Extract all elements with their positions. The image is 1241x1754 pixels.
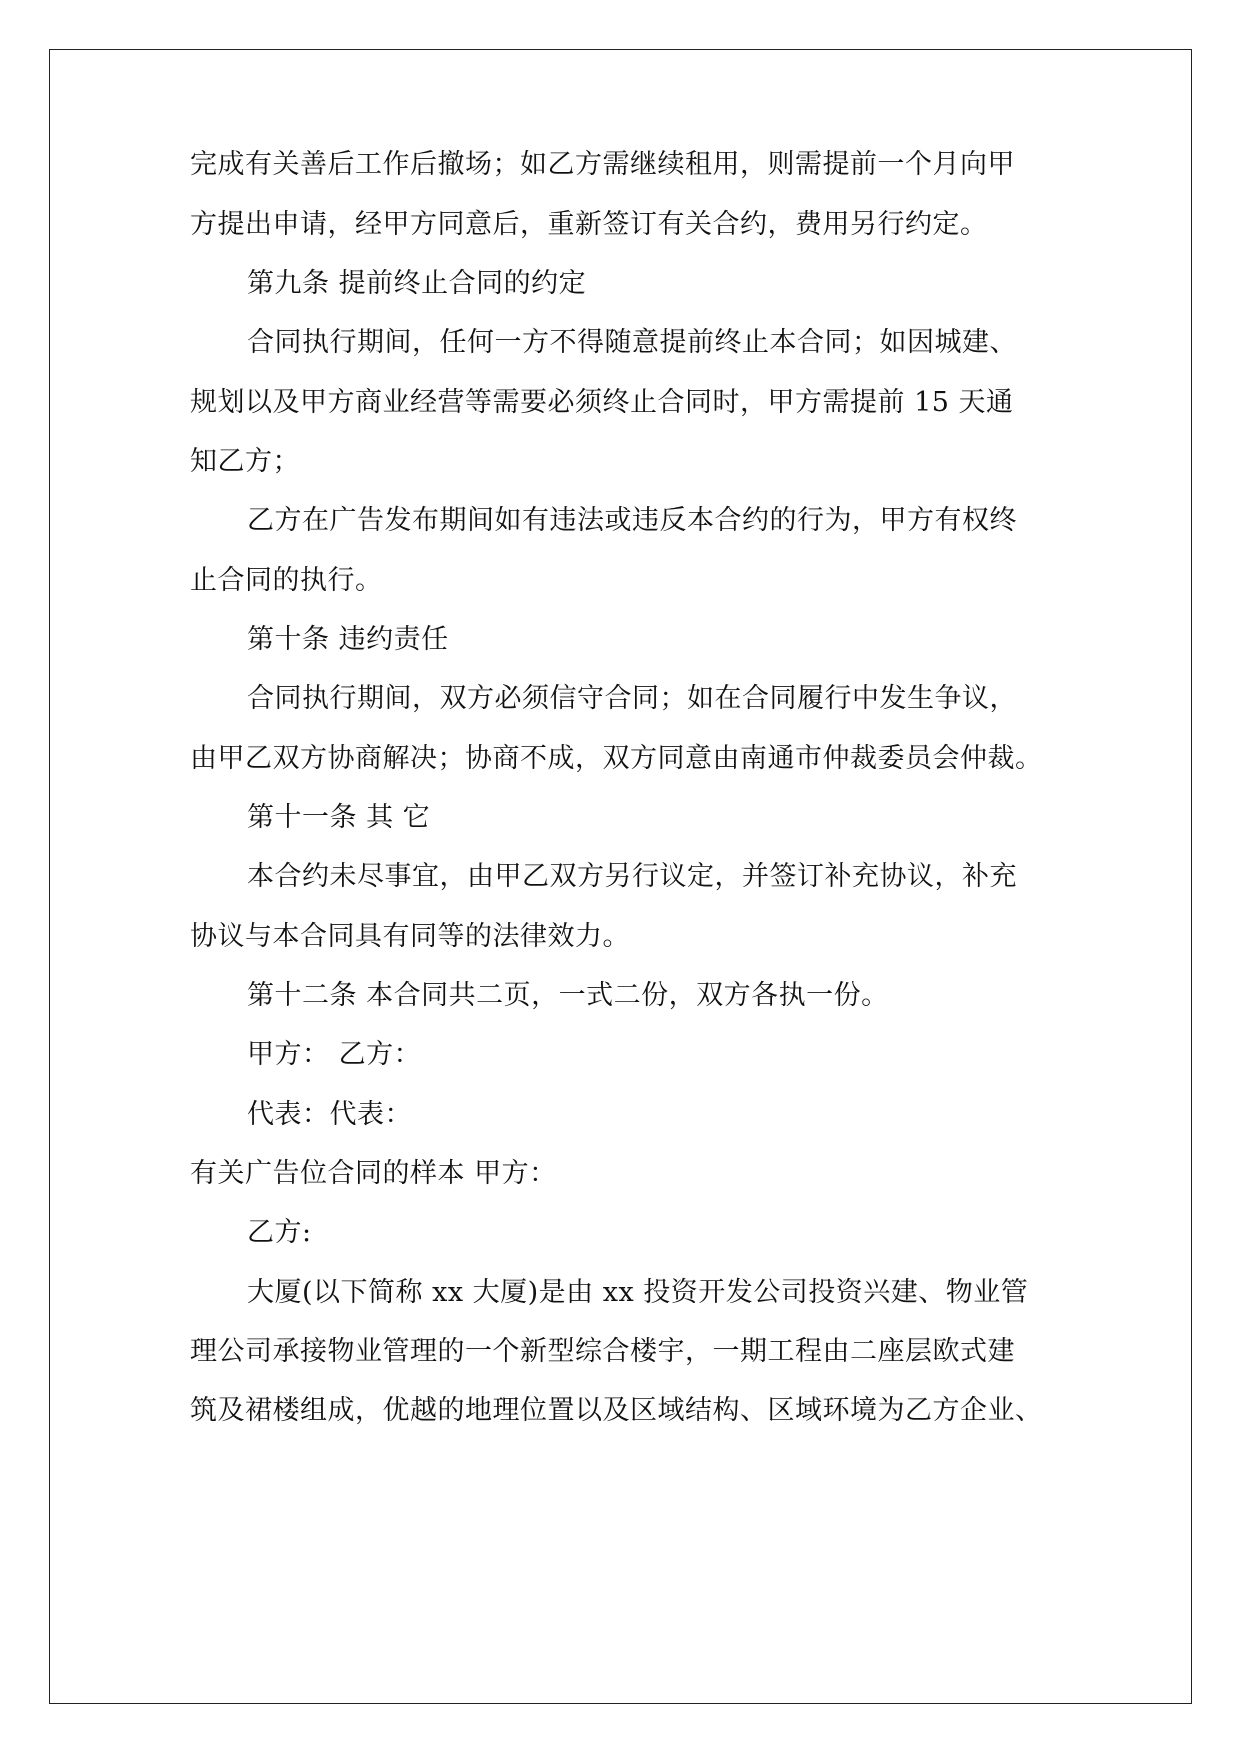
paragraph-line: 大厦(以下简称 xx 大厦)是由 xx 投资开发公司投资兴建、物业管 — [247, 1277, 1029, 1308]
document-title-line: 有关广告位合同的样本 甲方： — [190, 1158, 557, 1189]
signature-line: 甲方： 乙方： — [247, 1039, 422, 1070]
paragraph-line: 理公司承接物业管理的一个新型综合楼宇，一期工程由二座层欧式建 — [190, 1336, 1015, 1367]
section-heading: 第十条 违约责任 — [247, 624, 449, 655]
paragraph-line: 知乙方； — [190, 446, 300, 477]
paragraph-line: 筑及裙楼组成，优越的地理位置以及区域结构、区域环境为乙方企业、 — [190, 1395, 1043, 1426]
paragraph-line: 协议与本合同具有同等的法律效力。 — [190, 921, 630, 952]
paragraph-line: 完成有关善后工作后撤场；如乙方需继续租用，则需提前一个月向甲 — [190, 149, 1015, 180]
paragraph-line: 合同执行期间，双方必须信守合同；如在合同履行中发生争议， — [247, 683, 1017, 714]
paragraph-line: 止合同的执行。 — [190, 565, 383, 596]
section-heading: 第十二条 本合同共二页，一式二份，双方各执一份。 — [247, 980, 889, 1011]
paragraph-line: 由甲乙双方协商解决；协商不成，双方同意由南通市仲裁委员会仲裁。 — [190, 743, 1043, 774]
paragraph-line: 规划以及甲方商业经营等需要必须终止合同时，甲方需提前 15 天通 — [190, 387, 1014, 418]
section-heading: 第十一条 其 它 — [247, 802, 431, 833]
party-line: 乙方: — [247, 1217, 312, 1248]
paragraph-line: 方提出申请，经甲方同意后，重新签订有关合约，费用另行约定。 — [190, 209, 988, 240]
paragraph-line: 乙方在广告发布期间如有违法或违反本合约的行为，甲方有权终 — [247, 505, 1017, 536]
section-heading: 第九条 提前终止合同的约定 — [247, 268, 587, 299]
paragraph-line: 本合约未尽事宜，由甲乙双方另行议定，并签订补充协议，补充 — [247, 861, 1017, 892]
paragraph-line: 合同执行期间，任何一方不得随意提前终止本合同；如因城建、 — [247, 327, 1017, 358]
signature-line: 代表：代表： — [247, 1099, 412, 1130]
